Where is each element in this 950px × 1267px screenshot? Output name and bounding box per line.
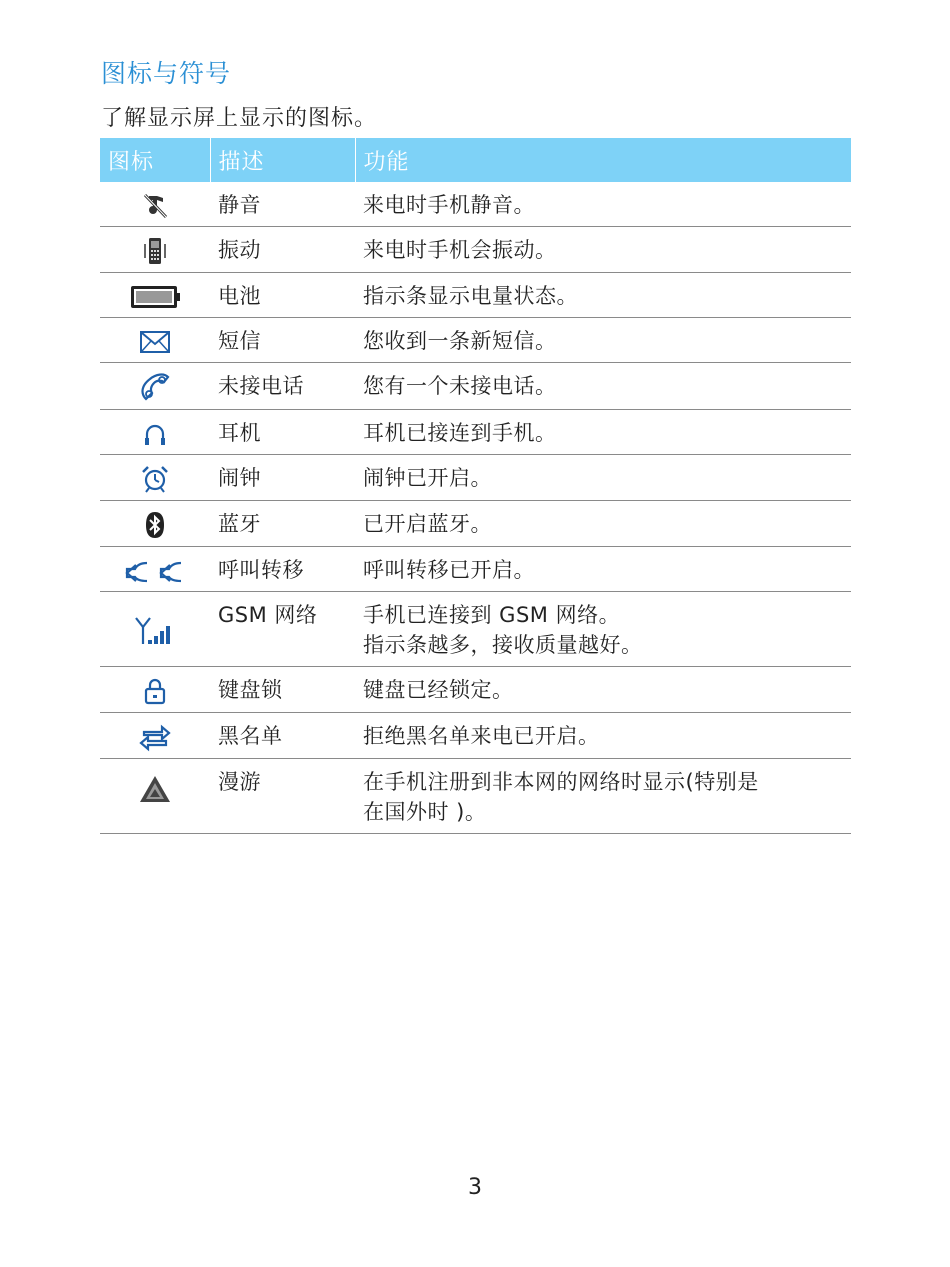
table-row [100, 363, 851, 410]
row-desc: 键盘锁 [210, 667, 355, 713]
row-func: 呼叫转移已开启。 [363, 558, 535, 582]
row-func: 在国外时 )。 [363, 800, 487, 824]
intro-text: 了解显示屏上显示的图标。 [101, 106, 378, 131]
table-row [100, 318, 851, 363]
table-row [100, 667, 851, 713]
row-desc: 呼叫转移 [210, 547, 355, 592]
row-desc: 耳机 [210, 410, 355, 455]
vibrate-icon [141, 236, 169, 266]
row-desc: 短信 [210, 318, 355, 363]
blacklist-icon [138, 722, 172, 752]
row-desc: 振动 [210, 227, 355, 273]
table-row [100, 547, 851, 592]
row-func: 来电时手机静音。 [363, 193, 535, 217]
battery-icon [130, 284, 180, 310]
roaming-icon [138, 773, 172, 805]
row-desc: 电池 [210, 273, 355, 318]
bluetooth-icon [143, 510, 167, 540]
table-row [100, 759, 851, 834]
header-desc: 描述 [210, 138, 355, 182]
row-func: 指示条越多，接收质量越好。 [363, 633, 643, 657]
row-func: 耳机已接连到手机。 [363, 421, 557, 445]
row-func: 手机已连接到 GSM 网络。 [363, 603, 621, 627]
row-func: 您有一个未接电话。 [363, 374, 557, 398]
page-number: 3 [468, 1175, 482, 1200]
table-row [100, 410, 851, 455]
missed-call-icon [138, 371, 172, 403]
row-desc: 黑名单 [210, 713, 355, 759]
table-row [100, 592, 851, 667]
keypad-lock-icon [142, 676, 168, 706]
row-func: 在手机注册到非本网的网络时显示(特别是 [363, 770, 759, 794]
table-row [100, 227, 851, 273]
icon-table [100, 138, 851, 834]
table-header [100, 138, 851, 182]
row-func: 已开启蓝牙。 [363, 512, 492, 536]
row-desc: 静音 [210, 182, 355, 227]
row-desc: 漫游 [210, 759, 355, 834]
alarm-clock-icon [140, 464, 170, 494]
envelope-icon [139, 329, 171, 355]
table-row [100, 182, 851, 227]
table-row [100, 455, 851, 501]
headset-icon [140, 421, 170, 447]
row-func: 您收到一条新短信。 [363, 329, 557, 353]
row-desc: 未接电话 [210, 363, 355, 410]
row-desc: 闹钟 [210, 455, 355, 501]
page-title: 图标与符号 [101, 59, 232, 88]
header-func: 功能 [355, 138, 851, 182]
row-desc: 蓝牙 [210, 501, 355, 547]
table-row [100, 713, 851, 759]
header-icon: 图标 [100, 138, 210, 182]
silent-icon [140, 192, 170, 220]
row-func: 拒绝黑名单来电已开启。 [363, 724, 600, 748]
table-row [100, 501, 851, 547]
row-func: 闹钟已开启。 [363, 466, 492, 490]
row-func: 来电时手机会振动。 [363, 238, 557, 262]
call-divert-icon [123, 557, 187, 585]
row-func: 键盘已经锁定。 [363, 678, 514, 702]
row-func: 指示条显示电量状态。 [363, 284, 578, 308]
table-row [100, 273, 851, 318]
gsm-signal-icon [132, 614, 178, 646]
row-desc: GSM 网络 [210, 592, 355, 667]
